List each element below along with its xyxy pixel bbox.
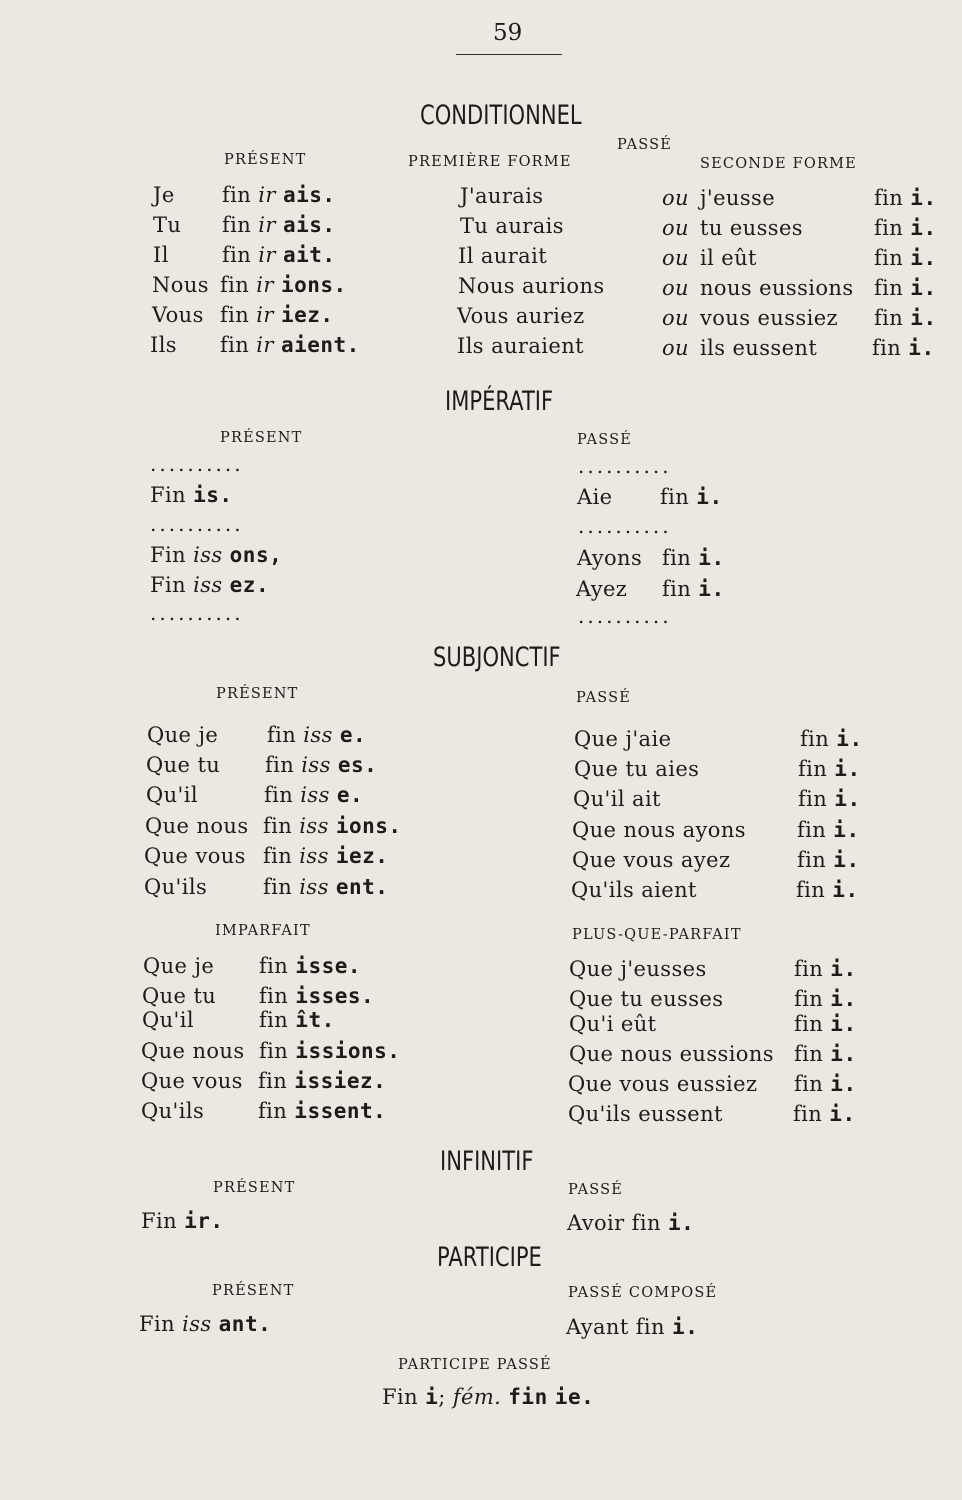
cond-passe-second: vous eussiez <box>700 306 838 330</box>
cond-passe-form: fin i. <box>874 276 937 300</box>
subj-present-form: fin iss e. <box>267 723 367 747</box>
subj-present-pronoun: Que je <box>147 723 219 747</box>
subj-pqp-heading: PLUS-QUE-PARFAIT <box>572 927 742 943</box>
subj-imparfait-form: fin ît. <box>259 1008 335 1032</box>
subj-passe-form: fin i. <box>798 757 861 781</box>
subj-pqp-form: fin i. <box>794 1012 857 1036</box>
imperatif-title: IMPÉRATIF <box>445 386 554 417</box>
subj-present-pronoun: Que tu <box>146 753 221 777</box>
cond-second-form-heading: SECONDE FORME <box>700 156 857 172</box>
subj-pqp-aux: Qu'i eût <box>569 1012 657 1036</box>
subj-imparfait-form: fin isses. <box>259 984 375 1008</box>
cond-passe-form: fin i. <box>874 186 937 210</box>
subj-imparfait-heading: IMPARFAIT <box>215 923 311 939</box>
cond-passe-ou: ou <box>662 306 689 330</box>
cond-passe-ou: ou <box>662 186 689 210</box>
subj-present-form: fin iss iez. <box>263 844 389 868</box>
inf-passe-form: Avoir fin i. <box>567 1211 695 1235</box>
cond-present-heading: PRÉSENT <box>224 152 307 168</box>
cond-passe-first: Nous aurions <box>458 274 605 298</box>
cond-passe-first: Tu aurais <box>460 214 564 238</box>
subj-passe-aux: Qu'ils aient <box>571 878 697 902</box>
imp-passe-dots: .......... <box>578 454 672 478</box>
inf-passe-heading: PASSÉ <box>568 1182 624 1198</box>
cond-passe-second: ils eussent <box>700 336 818 360</box>
subj-pqp-form: fin i. <box>794 1042 857 1066</box>
part-passe-compose-heading: PASSÉ COMPOSÉ <box>568 1285 718 1301</box>
cond-passe-first: Il aurait <box>458 244 548 268</box>
subj-passe-aux: Qu'il ait <box>573 787 661 811</box>
page-number-rule <box>456 54 562 55</box>
cond-present-pronoun: Je <box>153 183 175 207</box>
imp-present-dots: .......... <box>150 601 244 625</box>
subj-passe-aux: Que nous ayons <box>572 818 746 842</box>
imp-present-heading: PRÉSENT <box>220 430 303 446</box>
imp-passe-form: fin i. <box>662 577 725 601</box>
subj-passe-form: fin i. <box>797 818 860 842</box>
part-present-heading: PRÉSENT <box>212 1283 295 1299</box>
subj-imparfait-pronoun: Qu'ils <box>141 1099 205 1123</box>
cond-passe-first: Ils auraient <box>457 334 584 358</box>
cond-present-pronoun: Il <box>153 243 169 267</box>
cond-passe-ou: ou <box>662 336 689 360</box>
imp-passe-aux: Aie <box>577 485 613 509</box>
subj-passe-form: fin i. <box>798 787 861 811</box>
imp-present-dots: .......... <box>150 512 244 536</box>
cond-present-form: fin ir ait. <box>222 243 336 267</box>
imp-passe-form: fin i. <box>662 546 725 570</box>
cond-present-pronoun: Vous <box>152 303 204 327</box>
subj-present-form: fin iss e. <box>264 783 364 807</box>
cond-passe-ou: ou <box>662 216 689 240</box>
imp-passe-heading: PASSÉ <box>577 432 633 448</box>
subj-present-form: fin iss es. <box>265 753 378 777</box>
cond-first-form-heading: PREMIÈRE FORME <box>408 154 572 170</box>
subj-pqp-aux: Que vous eussiez <box>568 1072 758 1096</box>
cond-passe-second: tu eusses <box>700 216 803 240</box>
page-number: 59 <box>493 20 523 46</box>
imp-passe-dots: .......... <box>578 604 672 628</box>
subj-present-form: fin iss ent. <box>263 875 389 899</box>
conditionnel-title: CONDITIONNEL <box>420 100 582 131</box>
subj-pqp-aux: Qu'ils eussent <box>568 1102 723 1126</box>
cond-present-form: fin ir ais. <box>222 213 336 237</box>
imp-present-form: Fin iss ons, <box>150 543 283 567</box>
subj-imparfait-form: fin issiez. <box>258 1069 387 1093</box>
cond-passe-form: fin i. <box>874 306 937 330</box>
participe-passe-form: Fin i; fém. fin ie. <box>382 1385 595 1409</box>
cond-passe-first: Vous auriez <box>457 304 585 328</box>
subj-imparfait-pronoun: Que tu <box>142 984 217 1008</box>
cond-passe-second: nous eussions <box>700 276 854 300</box>
subj-passe-heading: PASSÉ <box>576 690 632 706</box>
imp-present-dots: .......... <box>150 452 244 476</box>
subj-imparfait-form: fin issent. <box>258 1099 387 1123</box>
cond-passe-ou: ou <box>662 246 689 270</box>
subj-pqp-form: fin i. <box>794 957 857 981</box>
subj-present-form: fin iss ions. <box>263 814 402 838</box>
subj-pqp-aux: Que j'eusses <box>569 957 707 981</box>
subj-passe-form: fin i. <box>797 848 860 872</box>
part-present-form: Fin iss ant. <box>139 1312 272 1336</box>
subj-pqp-aux: Que nous eussions <box>569 1042 774 1066</box>
cond-present-form: fin ir iez. <box>220 303 334 327</box>
cond-passe-second: il eût <box>700 246 757 270</box>
cond-present-pronoun: Nous <box>152 273 209 297</box>
subj-passe-form: fin i. <box>800 727 863 751</box>
subj-pqp-form: fin i. <box>793 1102 856 1126</box>
cond-passe-second: j'eusse <box>700 186 776 210</box>
subj-imparfait-pronoun: Que vous <box>141 1069 243 1093</box>
imp-passe-form: fin i. <box>660 485 723 509</box>
participe-passe-heading: PARTICIPE PASSÉ <box>398 1357 552 1373</box>
cond-passe-form: fin i. <box>874 216 937 240</box>
subj-passe-aux: Que vous ayez <box>572 848 731 872</box>
inf-present-form: Fin ir. <box>141 1209 224 1233</box>
subj-imparfait-pronoun: Que nous <box>141 1039 245 1063</box>
cond-present-form: fin ir ais. <box>222 183 336 207</box>
subj-pqp-form: fin i. <box>794 987 857 1011</box>
imp-present-form: Fin iss ez. <box>150 573 270 597</box>
subj-passe-aux: Que tu aies <box>574 757 700 781</box>
subj-passe-form: fin i. <box>796 878 859 902</box>
cond-passe-first: J'aurais <box>460 184 544 208</box>
cond-present-pronoun: Tu <box>153 213 182 237</box>
inf-present-heading: PRÉSENT <box>213 1180 296 1196</box>
cond-present-form: fin ir ions. <box>220 273 347 297</box>
cond-passe-form: fin i. <box>874 246 937 270</box>
cond-passe-form: fin i. <box>872 336 935 360</box>
subjonctif-title: SUBJONCTIF <box>433 642 561 673</box>
infinitif-title: INFINITIF <box>440 1146 534 1177</box>
cond-present-pronoun: Ils <box>150 333 177 357</box>
subj-pqp-form: fin i. <box>794 1072 857 1096</box>
subj-imparfait-pronoun: Qu'il <box>142 1008 194 1032</box>
subj-passe-aux: Que j'aie <box>574 727 672 751</box>
subj-imparfait-form: fin issions. <box>259 1039 401 1063</box>
subj-present-pronoun: Que nous <box>145 814 249 838</box>
cond-passe-heading: PASSÉ <box>617 137 673 153</box>
subj-imparfait-pronoun: Que je <box>143 954 215 978</box>
subj-present-pronoun: Que vous <box>144 844 246 868</box>
cond-present-form: fin ir aient. <box>220 333 360 357</box>
subj-imparfait-form: fin isse. <box>259 954 362 978</box>
imp-passe-aux: Ayons <box>577 546 643 570</box>
subj-present-pronoun: Qu'ils <box>144 875 208 899</box>
subj-present-heading: PRÉSENT <box>216 686 299 702</box>
imp-passe-dots: .......... <box>578 514 672 538</box>
participe-title: PARTICIPE <box>437 1242 542 1273</box>
imp-passe-aux: Ayez <box>576 577 628 601</box>
subj-present-pronoun: Qu'il <box>146 783 198 807</box>
imp-present-form: Fin is. <box>150 483 233 507</box>
part-passe-compose-form: Ayant fin i. <box>566 1315 699 1339</box>
subj-pqp-aux: Que tu eusses <box>569 987 724 1011</box>
cond-passe-ou: ou <box>662 276 689 300</box>
